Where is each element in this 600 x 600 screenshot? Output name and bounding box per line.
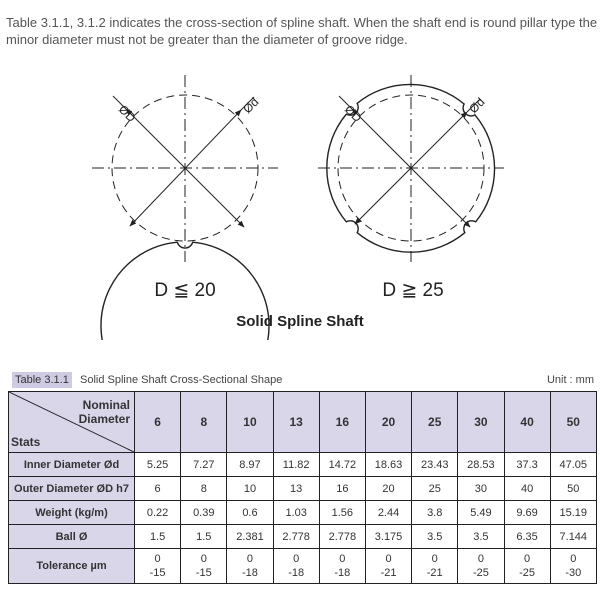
table-cell: 28.53 [458,453,504,477]
table-cell: 15.19 [550,501,596,525]
corner-stats: Stats [11,435,41,449]
col-header: 25 [412,392,458,453]
table-cell: 2.381 [227,525,273,549]
table-cell: 0.39 [181,501,227,525]
table-cell: 20 [365,477,411,501]
figure-title: Solid Spline Shaft [236,313,364,330]
table-cell: 9.69 [504,501,550,525]
table-cell: 18.63 [365,453,411,477]
table-cell: 0.6 [227,501,273,525]
table-cell: 11.82 [273,453,319,477]
table-cell: 50 [550,477,596,501]
table-cell: 37.3 [504,453,550,477]
right-cross-section [292,70,528,301]
col-header: 50 [550,392,596,453]
table-row [9,525,597,549]
table-cell: 13 [273,477,319,501]
left-inner-label: Ød [240,94,262,117]
left-outer-label: ØD [115,102,139,125]
cross-section-figures [0,70,600,340]
col-header: 10 [227,392,273,453]
col-header: 30 [458,392,504,453]
row-label: Outer Diameter ØD h7 [9,477,135,501]
header-row [9,392,597,453]
table-cell: 1.03 [273,501,319,525]
row-label: Tolerance µm [9,549,135,584]
tolerance-cell: 0 -30 [550,549,596,584]
col-header: 40 [504,392,550,453]
tolerance-cell: 0 -15 [135,549,181,584]
right-outer-label: ØD [341,102,365,125]
table-cell: 3.5 [412,525,458,549]
table-cell: 5.25 [135,453,181,477]
spec-table [8,391,597,584]
table-cell: 10 [227,477,273,501]
table-cell: 2.778 [319,525,365,549]
tolerance-cell: 0 -25 [504,549,550,584]
col-header: 20 [365,392,411,453]
table-cell: 1.5 [135,525,181,549]
col-header: 16 [319,392,365,453]
table-cell: 1.56 [319,501,365,525]
table-cell: 1.5 [181,525,227,549]
table-tag: Table 3.1.1 [12,372,72,388]
table-cell: 8 [181,477,227,501]
col-header: 8 [181,392,227,453]
tolerance-cell: 0 -18 [227,549,273,584]
col-header: 6 [135,392,181,453]
corner-cell [9,392,135,453]
table-cell: 6.35 [504,525,550,549]
row-label: Weight (kg/m) [9,501,135,525]
table-cell: 30 [458,477,504,501]
table-cell: 16 [319,477,365,501]
table-cell: 3.5 [458,525,504,549]
tolerance-cell: 0 -18 [273,549,319,584]
table-row [9,477,597,501]
left-condition: D ≦ 20 [154,280,216,301]
table-cell: 14.72 [319,453,365,477]
tolerance-cell: 0 -15 [181,549,227,584]
row-label: Inner Diameter Ød [9,453,135,477]
right-condition: D ≧ 25 [382,280,444,301]
table-row [9,501,597,525]
tolerance-cell: 0 -25 [458,549,504,584]
tolerance-row [9,549,597,584]
corner-nominal-diameter: Nominal Diameter [78,398,130,426]
table-cell: 5.49 [458,501,504,525]
tolerance-cell: 0 -21 [412,549,458,584]
table-cell: 8.97 [227,453,273,477]
table-caption [8,372,596,388]
table-row [9,453,597,477]
tolerance-cell: 0 -18 [319,549,365,584]
table-cell: 7.144 [550,525,596,549]
table-cell: 0.22 [135,501,181,525]
table-cell: 25 [412,477,458,501]
tolerance-cell: 0 -21 [365,549,411,584]
table-cell: 2.778 [273,525,319,549]
table-cell: 6 [135,477,181,501]
table-cell: 23.43 [412,453,458,477]
right-inner-label: Ød [466,94,488,117]
table-cell: 2.44 [365,501,411,525]
table-title: Solid Spline Shaft Cross-Sectional Shape [80,374,283,386]
left-cross-section [92,75,278,340]
table-cell: 40 [504,477,550,501]
table-cell: 3.175 [365,525,411,549]
col-header: 13 [273,392,319,453]
table-cell: 47.05 [550,453,596,477]
table-cell: 7.27 [181,453,227,477]
intro-paragraph: Table 3.1.1, 3.1.2 indicates the cross-section of spline shaft. When the shaft end is round pillar type the minor diameter must not be greater than the diameter of groove ridge. [6,15,598,47]
table-cell: 3.8 [412,501,458,525]
row-label: Ball Ø [9,525,135,549]
table-unit: Unit : mm [546,374,594,386]
